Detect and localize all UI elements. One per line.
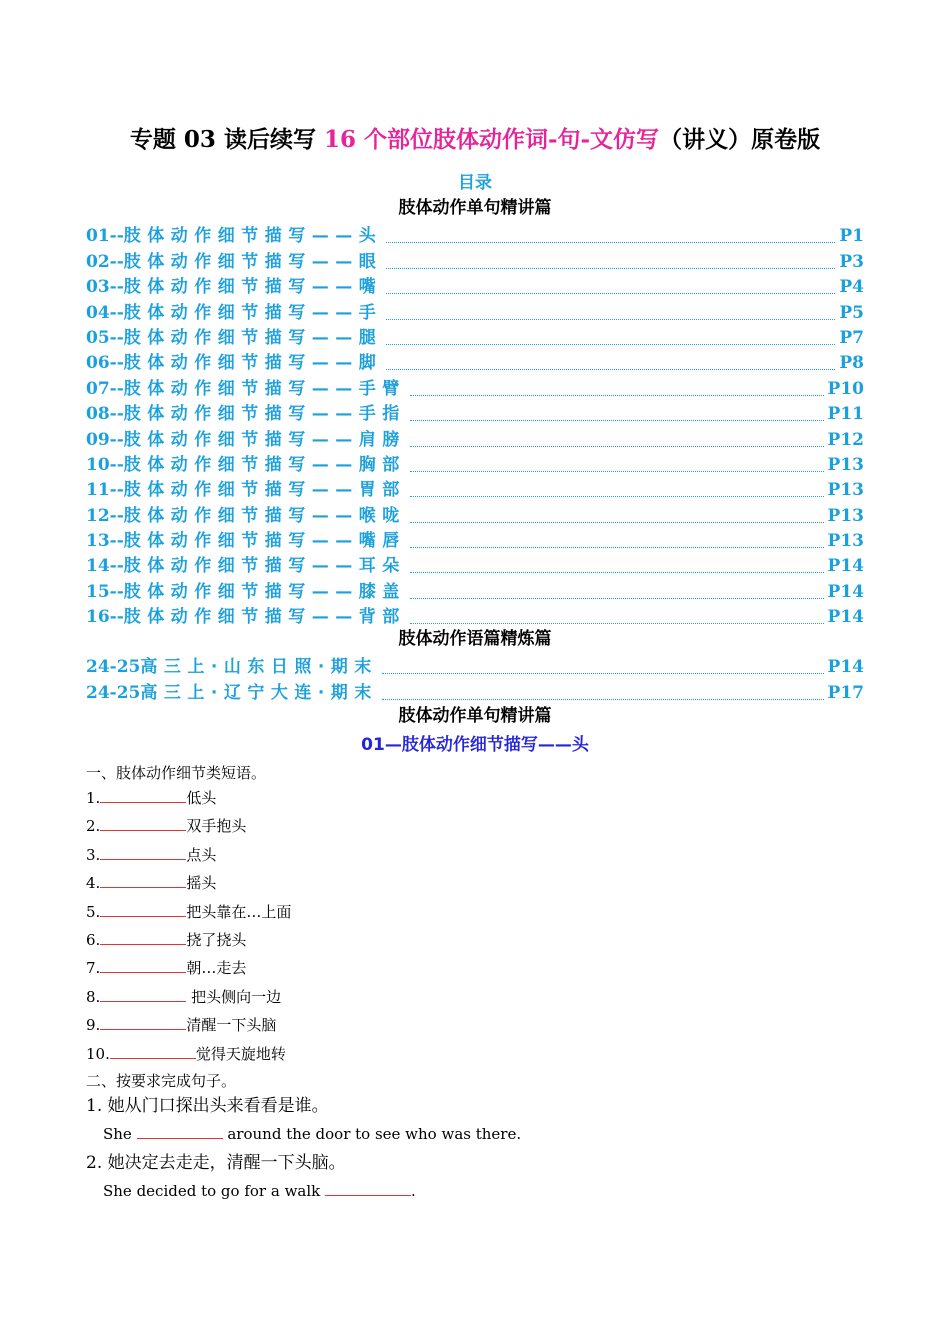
answer-blank[interactable] [100, 873, 186, 888]
answer-blank[interactable] [100, 816, 186, 831]
toc-page-number: P14 [827, 581, 864, 602]
toc-dot-leader [410, 521, 824, 523]
toc-dot-leader [410, 394, 824, 396]
phrase-item: 8. 把头侧向一边 [86, 987, 282, 1006]
toc-page-number: P14 [827, 657, 864, 678]
toc-entry[interactable]: 09-- 肢体动作细节描写——肩膀 P12 [86, 429, 864, 450]
toc-dot-leader [410, 495, 824, 497]
toc-dot-leader [410, 470, 824, 472]
toc-dot-leader [410, 622, 824, 624]
answer-blank[interactable] [100, 958, 186, 973]
toc-page-number: P7 [839, 327, 864, 348]
toc-section-1-heading: 肢体动作单句精讲篇 [398, 198, 552, 218]
toc-page-number: P1 [839, 226, 864, 247]
question-2-chinese: 2. 她决定去走走，清醒一下头脑。 [86, 1152, 346, 1173]
body-section-heading: 肢体动作单句精讲篇 [398, 706, 552, 726]
exercise-content [86, 762, 866, 1205]
phrase-item: 5. 把头靠在…上面 [86, 902, 292, 921]
toc-page-number: P14 [827, 607, 864, 628]
toc-dot-leader [386, 267, 835, 269]
toc-dot-leader [382, 698, 824, 700]
toc-entry[interactable]: 01-- 肢体动作细节描写——头 P1 [86, 226, 864, 247]
toc-page-number: P10 [827, 378, 864, 399]
toc-page-number: P14 [827, 556, 864, 577]
toc-entry[interactable]: 14-- 肢体动作细节描写——耳朵 P14 [86, 556, 864, 577]
phrase-item: 9. 清醒一下头脑 [86, 1016, 277, 1035]
toc-dot-leader [386, 368, 835, 370]
toc-entry[interactable]: 12-- 肢体动作细节描写——喉咙 P13 [86, 505, 864, 526]
toc-entry[interactable]: 02-- 肢体动作细节描写——眼 P3 [86, 251, 864, 272]
toc-page-number: P13 [827, 531, 864, 552]
toc-page-number: P13 [827, 480, 864, 501]
toc-dot-leader [382, 672, 824, 674]
toc-dot-leader [386, 241, 835, 243]
toc-entry[interactable]: 05-- 肢体动作细节描写——腿 P7 [86, 327, 864, 348]
title-highlight: 16 个部位肢体动作词-句-文仿写 [323, 126, 660, 153]
question-2-english: She decided to go for a walk . [103, 1181, 416, 1200]
answer-blank[interactable] [100, 845, 186, 860]
toc-entry[interactable]: 16-- 肢体动作细节描写——背部 P14 [86, 607, 864, 628]
title-suffix: （讲义）原卷版 [659, 126, 821, 153]
answer-blank[interactable] [100, 1015, 186, 1030]
toc-dot-leader [386, 318, 835, 320]
toc-list-2 [86, 653, 864, 704]
answer-blank[interactable] [100, 987, 186, 1002]
phrase-item: 3. 点头 [86, 845, 217, 864]
toc-page-number: P8 [839, 353, 864, 374]
toc-page-number: P11 [827, 404, 864, 425]
phrase-item: 1. 低头 [86, 789, 217, 807]
phrase-item: 2. 双手抱头 [86, 817, 247, 836]
answer-blank[interactable] [100, 902, 186, 917]
answer-blank[interactable] [110, 1044, 196, 1059]
part-1-heading: 一、肢体动作细节类短语。 [86, 764, 267, 782]
toc-entry[interactable]: 15-- 肢体动作细节描写——膝盖 P14 [86, 581, 864, 602]
toc-entry[interactable]: 06-- 肢体动作细节描写——脚 P8 [86, 353, 864, 374]
toc-dot-leader [386, 292, 835, 294]
question-1-chinese: 1. 她从门口探出头来看看是谁。 [86, 1096, 329, 1117]
toc-page-number: P4 [839, 277, 864, 298]
toc-section-2-heading: 肢体动作语篇精炼篇 [398, 629, 552, 649]
toc-entry[interactable]: 13-- 肢体动作细节描写——嘴唇 P13 [86, 531, 864, 552]
toc-dot-leader [410, 546, 824, 548]
toc-dot-leader [410, 571, 824, 573]
toc-entry[interactable]: 24-25 高三上·山东日照·期末 P14 [86, 657, 864, 678]
toc-dot-leader [410, 419, 824, 421]
phrase-item: 4. 摇头 [86, 874, 217, 893]
toc-label: 目录 [458, 173, 492, 193]
toc-entry[interactable]: 07-- 肢体动作细节描写——手臂 P10 [86, 378, 864, 399]
phrase-item: 10. 觉得天旋地转 [86, 1044, 286, 1063]
title-prefix: 专题 03 读后续写 [129, 126, 324, 153]
toc-page-number: P12 [827, 429, 864, 450]
toc-page-number: P13 [827, 505, 864, 526]
toc-entry[interactable]: 11-- 肢体动作细节描写——胃部 P13 [86, 480, 864, 501]
toc-page-number: P17 [827, 682, 864, 703]
answer-blank[interactable] [137, 1124, 223, 1139]
part-2-heading: 二、按要求完成句子。 [86, 1072, 237, 1091]
toc-list-1 [86, 222, 864, 628]
toc-page-number: P3 [839, 251, 864, 272]
toc-entry[interactable]: 08-- 肢体动作细节描写——手指 P11 [86, 404, 864, 425]
answer-blank[interactable] [100, 788, 186, 803]
answer-blank[interactable] [100, 930, 186, 945]
toc-entry[interactable]: 24-25 高三上·辽宁大连·期末 P17 [86, 682, 864, 703]
toc-entry[interactable]: 10-- 肢体动作细节描写——胸部 P13 [86, 454, 864, 475]
toc-page-number: P5 [839, 302, 864, 323]
toc-page-number: P13 [827, 454, 864, 475]
phrase-item: 6. 挠了挠头 [86, 931, 247, 950]
toc-dot-leader [386, 343, 835, 345]
answer-blank[interactable] [325, 1181, 411, 1196]
toc-dot-leader [410, 597, 824, 599]
toc-dot-leader [410, 445, 824, 447]
toc-entry[interactable]: 04-- 肢体动作细节描写——手 P5 [86, 302, 864, 323]
toc-entry[interactable]: 03-- 肢体动作细节描写——嘴 P4 [86, 277, 864, 298]
question-1-english: She around the door to see who was there. [103, 1125, 522, 1144]
phrase-item: 7. 朝…走去 [86, 959, 247, 978]
document-title [0, 124, 950, 156]
body-sub-heading: 01—肢体动作细节描写——头 [361, 735, 589, 755]
